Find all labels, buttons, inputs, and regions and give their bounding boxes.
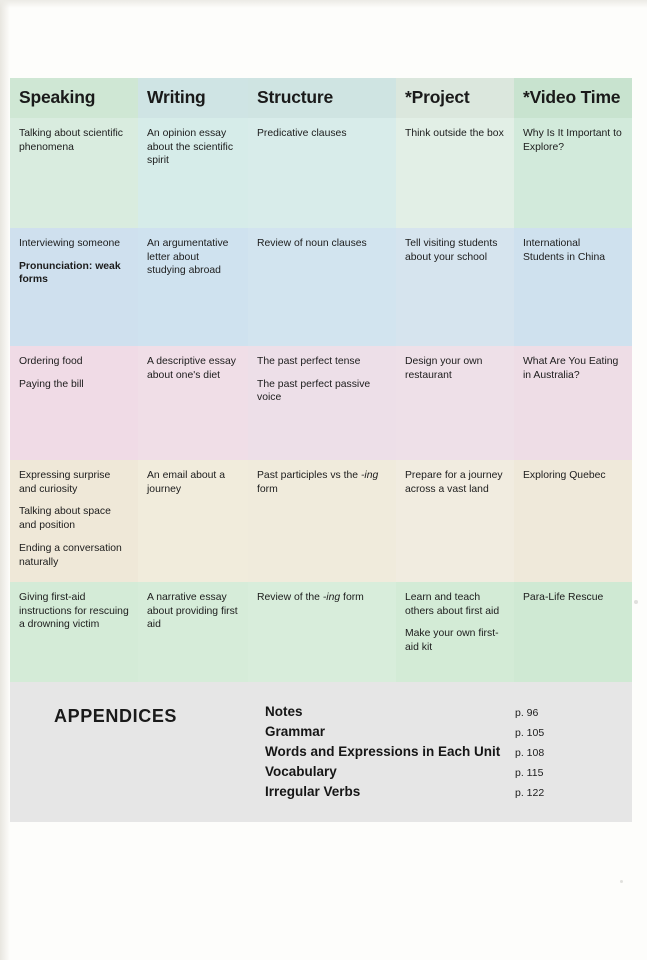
appendix-name: Irregular Verbs (265, 784, 361, 799)
cell-text: Ordering food (19, 356, 83, 367)
cell-text: Predicative clauses (257, 128, 347, 139)
scan-speck (634, 600, 638, 604)
cell-video-time (514, 460, 632, 582)
appendix-page-number: p. 122 (515, 787, 545, 799)
cell-text: A narrative essay about providing first aid (147, 592, 238, 631)
cell-text: Tell visiting students about your school (405, 238, 498, 263)
cell-project (396, 118, 514, 228)
appendix-name: Grammar (265, 724, 326, 739)
cell-text: Make your own first-aid kit (405, 628, 499, 654)
column-header-structure: Structure (248, 78, 396, 118)
appendix-page-number: p. 115 (515, 767, 544, 779)
appendices-section (10, 682, 632, 822)
cell-text: Review of noun clauses (257, 238, 367, 249)
appendices-title: APPENDICES (54, 706, 178, 726)
cell-text: Exploring Quebec (523, 470, 606, 481)
appendix-name: Notes (265, 704, 303, 719)
cell-writing (138, 460, 248, 582)
appendix-name: Vocabulary (265, 764, 337, 779)
cell-structure (248, 118, 396, 228)
scan-edge-left (0, 0, 10, 960)
cell-speaking (10, 118, 138, 228)
appendices-list (265, 704, 595, 804)
cell-speaking (10, 228, 138, 346)
column-header-speaking: Speaking (10, 78, 138, 118)
cell-text: Past participles vs the -ing form (257, 470, 379, 495)
list-item (265, 784, 595, 804)
cell-text: An email about a journey (147, 470, 225, 495)
cell-text: A descriptive essay about one's diet (147, 356, 236, 381)
cell-text: Expressing surprise and curiosity (19, 470, 111, 495)
appendix-page-number: p. 105 (515, 727, 545, 739)
cell-text: Paying the bill (19, 378, 84, 390)
cell-text: Design your own restaurant (405, 356, 483, 381)
cell-speaking (10, 582, 138, 694)
cell-writing (138, 582, 248, 694)
cell-text: An opinion essay about the scientific spirit (147, 128, 234, 167)
cell-video-time (514, 582, 632, 694)
cell-text: Talking about space and position (19, 506, 111, 532)
cell-writing (138, 118, 248, 228)
cell-text: Talking about scientific phenomena (19, 128, 123, 153)
cell-text: Review of the -ing form (257, 592, 364, 603)
cell-text: What Are You Eating in Australia? (523, 356, 619, 381)
list-item (265, 724, 595, 744)
syllabus-table (10, 78, 632, 694)
appendix-name: Words and Expressions in Each Unit (265, 744, 501, 759)
cell-project (396, 582, 514, 694)
table-row (10, 460, 632, 582)
column-header-writing: Writing (138, 78, 248, 118)
list-item (265, 744, 595, 764)
table-header-row (10, 78, 632, 118)
cell-text: The past perfect passive voice (257, 378, 371, 404)
scan-edge-top (0, 0, 647, 8)
cell-writing (138, 346, 248, 460)
cell-structure (248, 228, 396, 346)
cell-text: Learn and teach others about first aid (405, 592, 500, 617)
cell-video-time (514, 228, 632, 346)
list-item (265, 704, 595, 724)
cell-structure (248, 582, 396, 694)
cell-text: The past perfect tense (257, 356, 361, 367)
column-header-project: *Project (396, 78, 514, 118)
syllabus-table-container (10, 78, 632, 694)
table-row (10, 228, 632, 346)
cell-text: Think outside the box (405, 128, 504, 139)
table-row (10, 346, 632, 460)
scan-speck (620, 880, 623, 883)
cell-text: Why Is It Important to Explore? (523, 128, 622, 153)
cell-video-time (514, 346, 632, 460)
cell-text: Prepare for a journey across a vast land (405, 470, 503, 495)
cell-project (396, 460, 514, 582)
cell-text: Giving first-aid instructions for rescuing a drowning victim (19, 592, 129, 631)
table-row (10, 118, 632, 228)
cell-video-time (514, 118, 632, 228)
cell-structure (248, 460, 396, 582)
appendix-page-number: p. 96 (515, 707, 539, 719)
cell-text: Ending a conversation naturally (19, 542, 122, 568)
cell-text: International Students in China (523, 238, 606, 263)
column-header-video-time: *Video Time (514, 78, 632, 118)
list-item (265, 764, 595, 784)
cell-speaking (10, 460, 138, 582)
cell-text: Interviewing someone (19, 238, 121, 249)
cell-project (396, 228, 514, 346)
cell-structure (248, 346, 396, 460)
cell-speaking (10, 346, 138, 460)
cell-project (396, 346, 514, 460)
table-row (10, 582, 632, 694)
cell-writing (138, 228, 248, 346)
cell-text: Para-Life Rescue (523, 592, 604, 603)
cell-text: An argumentative letter about studying abroad (147, 238, 229, 277)
cell-text: Pronunciation: weak forms (19, 260, 121, 286)
appendix-page-number: p. 108 (515, 747, 545, 759)
